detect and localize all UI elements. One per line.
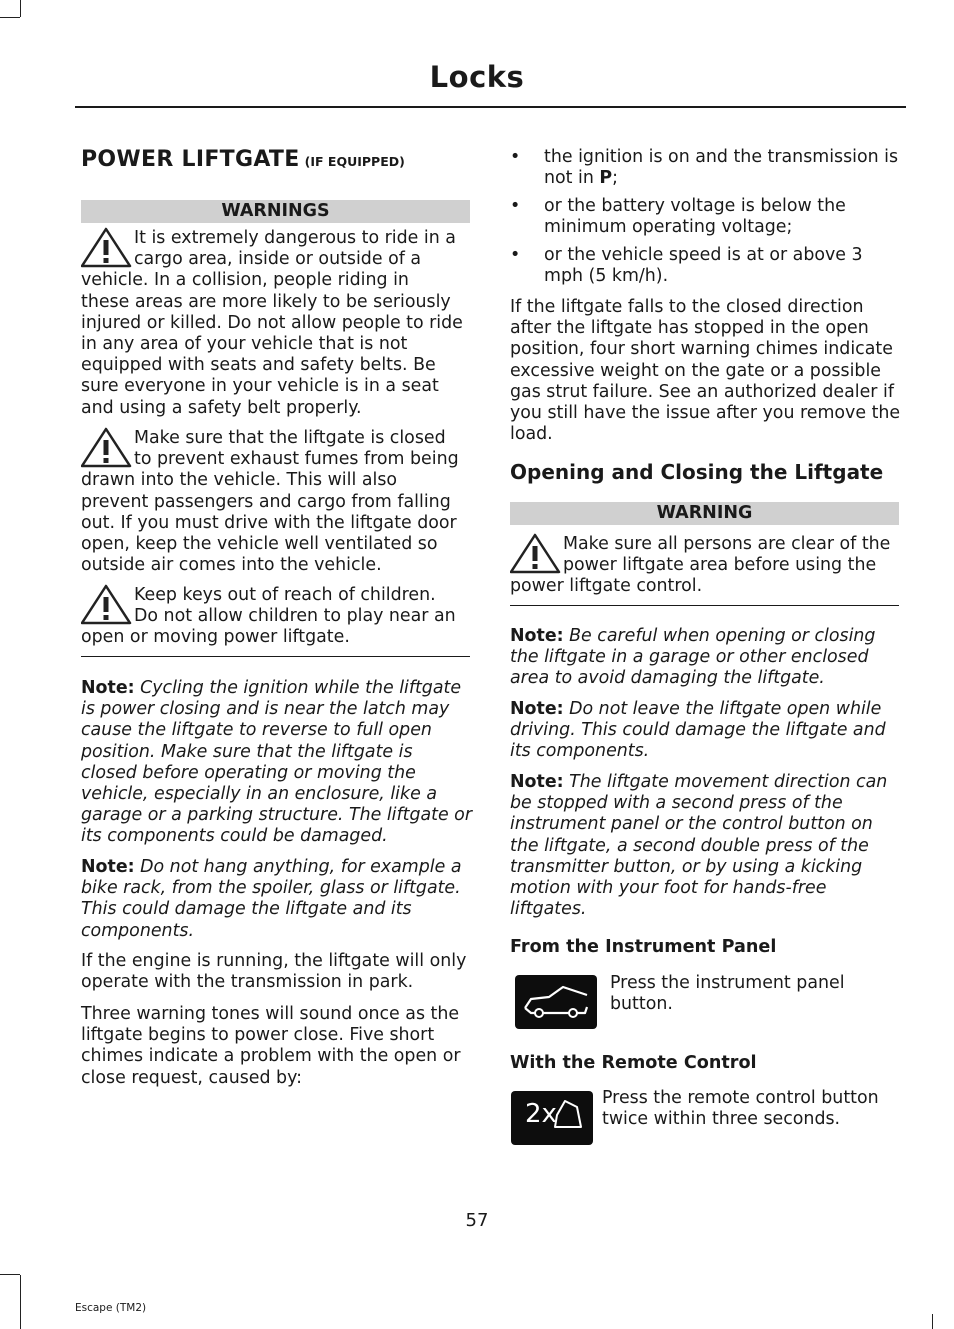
bullet-tail: ; xyxy=(612,168,618,189)
warning-line: vehicle. In a collision, people riding in xyxy=(81,270,409,291)
warning-triangle-icon xyxy=(81,426,134,470)
crop-mark xyxy=(0,17,20,18)
remote-button-icon xyxy=(511,1091,593,1145)
note-text: Be careful when opening or closing the liftgate in a garage or other enclosed area to avoid damaging the liftgate. xyxy=(510,626,876,689)
warning-triangle-icon xyxy=(81,226,134,270)
bullet-text: or the vehicle speed is at or above 3 mph (5 km/h). xyxy=(544,245,863,287)
note xyxy=(81,857,473,942)
bullet-symbol: • xyxy=(510,196,521,216)
bullet-symbol: • xyxy=(510,245,521,265)
liftgate-button-icon xyxy=(515,975,597,1029)
warning-text xyxy=(510,534,902,598)
note-text: Do not leave the liftgate open while driving. This could damage the liftgate and its components. xyxy=(510,699,886,762)
liftgate-car-icon xyxy=(511,1091,593,1145)
note-text: The liftgate movement direction can be stopped with a second press of the instrument panel or the control button on the liftgate, a second double press of the transmitter button, or by using a kicking motion with your foot for hands-free liftgates. xyxy=(510,772,888,920)
warning-line: prevent passengers and cargo from falling out. If you must drive with the liftgate door open, keep the vehicle well ventilated so outside air comes into the vehicle. xyxy=(81,491,457,576)
section-heading xyxy=(81,147,481,172)
note xyxy=(510,626,902,690)
remote-control-heading: With the Remote Control xyxy=(510,1053,757,1073)
section-title: POWER LIFTGATE xyxy=(81,147,300,172)
instrument-panel-heading: From the Instrument Panel xyxy=(510,937,777,957)
bullet-bold: P xyxy=(599,168,613,189)
warning-text xyxy=(81,228,473,419)
bullet-item xyxy=(510,147,900,189)
subsection-heading: Opening and Closing the Liftgate xyxy=(510,460,884,484)
warning-line: power liftgate area before using the xyxy=(563,555,877,576)
paragraph: Three warning tones will sound once as the liftgate begins to power close. Five short chimes indicate a problem with the open or close request, caused by: xyxy=(81,1004,461,1088)
warning-item xyxy=(81,228,473,419)
header-rule xyxy=(75,106,906,108)
warning-line: these areas are more likely to be seriously injured or killed. Do not allow people to ride in any area of your vehicle that is not equipped with seats and safety belts. Be sure everyone in your vehicle is in a seat and using a safety belt properly. xyxy=(81,291,463,418)
warning-triangle-icon xyxy=(81,583,134,627)
section-suffix: (IF EQUIPPED) xyxy=(304,154,405,169)
warning-line: Make sure that the liftgate is closed xyxy=(134,428,446,448)
page-title: Locks xyxy=(429,60,525,94)
warning-line: cargo area, inside or outside of a xyxy=(134,249,422,270)
warning-line: It is extremely dangerous to ride in a xyxy=(134,228,456,248)
liftgate-car-icon xyxy=(515,975,597,1029)
warning-line: Make sure all persons are clear of the xyxy=(563,534,891,554)
warning-line: power liftgate control. xyxy=(510,576,703,597)
warning-item xyxy=(81,585,473,649)
warning-line: drawn into the vehicle. This will also xyxy=(81,470,398,491)
crop-mark xyxy=(20,1275,21,1329)
page-number: 57 xyxy=(465,1210,489,1231)
warnings-bar: WARNINGS xyxy=(81,200,470,223)
bullet-item xyxy=(510,245,900,287)
warnings-end-rule xyxy=(81,656,470,657)
warning-line: Do not allow children to play near an xyxy=(134,606,456,627)
warning-text xyxy=(81,428,473,576)
warning-triangle-icon xyxy=(510,532,563,576)
bullet-text: or the battery voltage is below the minimum operating voltage; xyxy=(544,196,846,238)
note xyxy=(81,678,473,848)
warning-text xyxy=(81,585,473,649)
paragraph: If the liftgate falls to the closed direction after the liftgate has stopped in the open position, four short warning chimes indicate excessive weight on the gate or a possible gas strut failure. See an authorized dealer if you still have the issue after you remove the load. xyxy=(510,297,901,445)
warning-line: to prevent exhaust fumes from being xyxy=(134,449,459,470)
warning-item xyxy=(81,428,473,576)
warning-bar: WARNING xyxy=(510,502,899,525)
note-label: Note: xyxy=(510,626,564,646)
crop-mark xyxy=(932,1314,933,1329)
note-label: Note: xyxy=(81,857,135,877)
note-label: Note: xyxy=(510,699,564,719)
note-text: Cycling the ignition while the liftgate is power closing and is near the latch may cause the liftgate to reverse to full open position. Make sure that the liftgate is closed before operating or moving the vehicle, especially in an enclosure, like a garage or a parking structure. The liftgate or its components could be damaged. xyxy=(81,678,472,847)
bullet-symbol: • xyxy=(510,147,521,167)
bullet-item xyxy=(510,196,900,238)
warning-line: Keep keys out of reach of children. xyxy=(134,585,436,605)
remote-icon-label: 2x xyxy=(525,1099,557,1129)
note xyxy=(510,772,902,920)
warning-line: open or moving power liftgate. xyxy=(81,627,350,648)
note-label: Note: xyxy=(510,772,564,792)
crop-mark xyxy=(20,0,21,17)
crop-mark xyxy=(0,1274,20,1275)
model-label: Escape (TM2) xyxy=(75,1302,147,1314)
warning-item xyxy=(510,534,902,598)
remote-control-text: Press the remote control button twice within three seconds. xyxy=(602,1088,879,1130)
instrument-panel-text: Press the instrument panel button. xyxy=(610,973,845,1015)
note-label: Note: xyxy=(81,678,135,698)
bullet-text: the ignition is on and the transmission is not in xyxy=(544,147,899,189)
note-text: Do not hang anything, for example a bike rack, from the spoiler, glass or liftgate. This could damage the liftgate and its components. xyxy=(81,857,462,941)
paragraph: If the engine is running, the liftgate will only operate with the transmission in park. xyxy=(81,951,467,993)
warning-end-rule xyxy=(510,605,899,606)
note xyxy=(510,699,902,763)
